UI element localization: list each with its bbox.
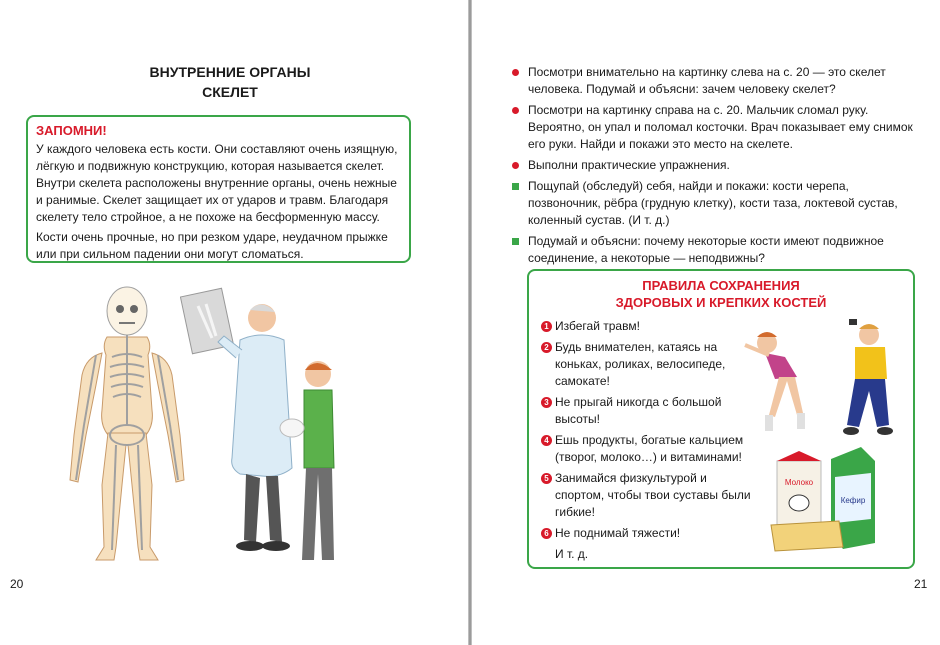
rule-item: 2 Будь внимателен, катаясь на коньках, роликах, велосипеде, самокате! [541,339,751,390]
dairy-products-illustration [769,443,879,555]
list-item: Выполни практические упражнения. [510,157,920,174]
bullet-dot-icon [512,162,519,169]
skeleton-illustration [62,285,192,570]
book-spine [468,0,472,645]
remember-heading: ЗАПОМНИ! [36,123,107,138]
page-number-right: 21 [914,577,928,591]
list-item: Посмотри внимательно на картинку слева на с. 20 — это скелет человека. Подумай и объясни: зачем человеку скелет? [510,64,920,98]
rule-number-badge: 2 [541,342,552,353]
section-subtitle: СКЕЛЕТ [202,84,258,100]
rule-item: 5 Занимайся физкультурой и спортом, чтобы твои суставы были гибкие! [541,470,751,521]
rule-number-badge: 4 [541,435,552,446]
remember-paragraph-2: Кости очень прочные, но при резком ударе, неудачном прыжке или при сильном падении они могут сломаться. [36,230,388,261]
section-title: ВНУТРЕННИЕ ОРГАНЫ [149,64,311,80]
rule-number-badge: 3 [541,397,552,408]
rule-item: 6 Не поднимай тяжести! [541,525,751,542]
bullet-square-icon [512,238,519,245]
page-number-left: 20 [10,577,24,591]
kefir-carton-label: Кефир [840,496,866,505]
rule-item: 4 Ешь продукты, богатые кальцием (творог, молоко…) и витаминами! [541,432,751,466]
rule-number-badge: 1 [541,321,552,332]
rule-number-badge: 5 [541,473,552,484]
left-page [0,0,468,645]
bullet-dot-icon [512,107,519,114]
remember-paragraph-1: У каждого человека есть кости. Они составляют очень изящную, лёгкую и подвижную конструкцию, которая называется скелет. Внутри скелета расположены внутренние органы, очень нежные и ранимые. Скелет защищает их от ударов и травм. Благодаря скелету тело стройное, а не похоже на бесформенную массу. [36,142,398,224]
bullet-square-icon [512,183,519,190]
rule-item: 3 Не прыгай никогда с большой высоты! [541,394,751,428]
list-item: Подумай и объясни: почему некоторые кости имеют подвижное соединение, а некоторые — неподвижны? [510,233,920,267]
milk-carton-label: Молоко [784,478,814,487]
list-item: Посмотри на картинку справа на с. 20. Мальчик сломал руку. Вероятно, он упал и поломал косточки. Врач показывает ему снимок его руки. Найди и покажи это место на скелете. [510,102,920,153]
remember-box [26,115,411,263]
rules-etc: И т. д. [555,547,589,561]
list-item: Пощупай (обследуй) себя, найди и покажи: кости черепа, позвоночник, рёбра (грудную клетку), кости таза, локтевой сустав, коленный сустав. (И т. д.) [510,178,920,229]
kids-exercising-illustration [739,315,904,445]
rules-list [541,318,751,567]
rules-title: ПРАВИЛА СОХРАНЕНИЯ ЗДОРОВЫХ И КРЕПКИХ КОСТЕЙ [615,278,827,310]
rule-number-badge: 6 [541,528,552,539]
rule-item: 1 Избегай травм! [541,318,751,335]
rules-box [527,269,915,569]
task-list [510,64,920,271]
bullet-dot-icon [512,69,519,76]
doctor-and-boy-illustration [180,278,340,573]
